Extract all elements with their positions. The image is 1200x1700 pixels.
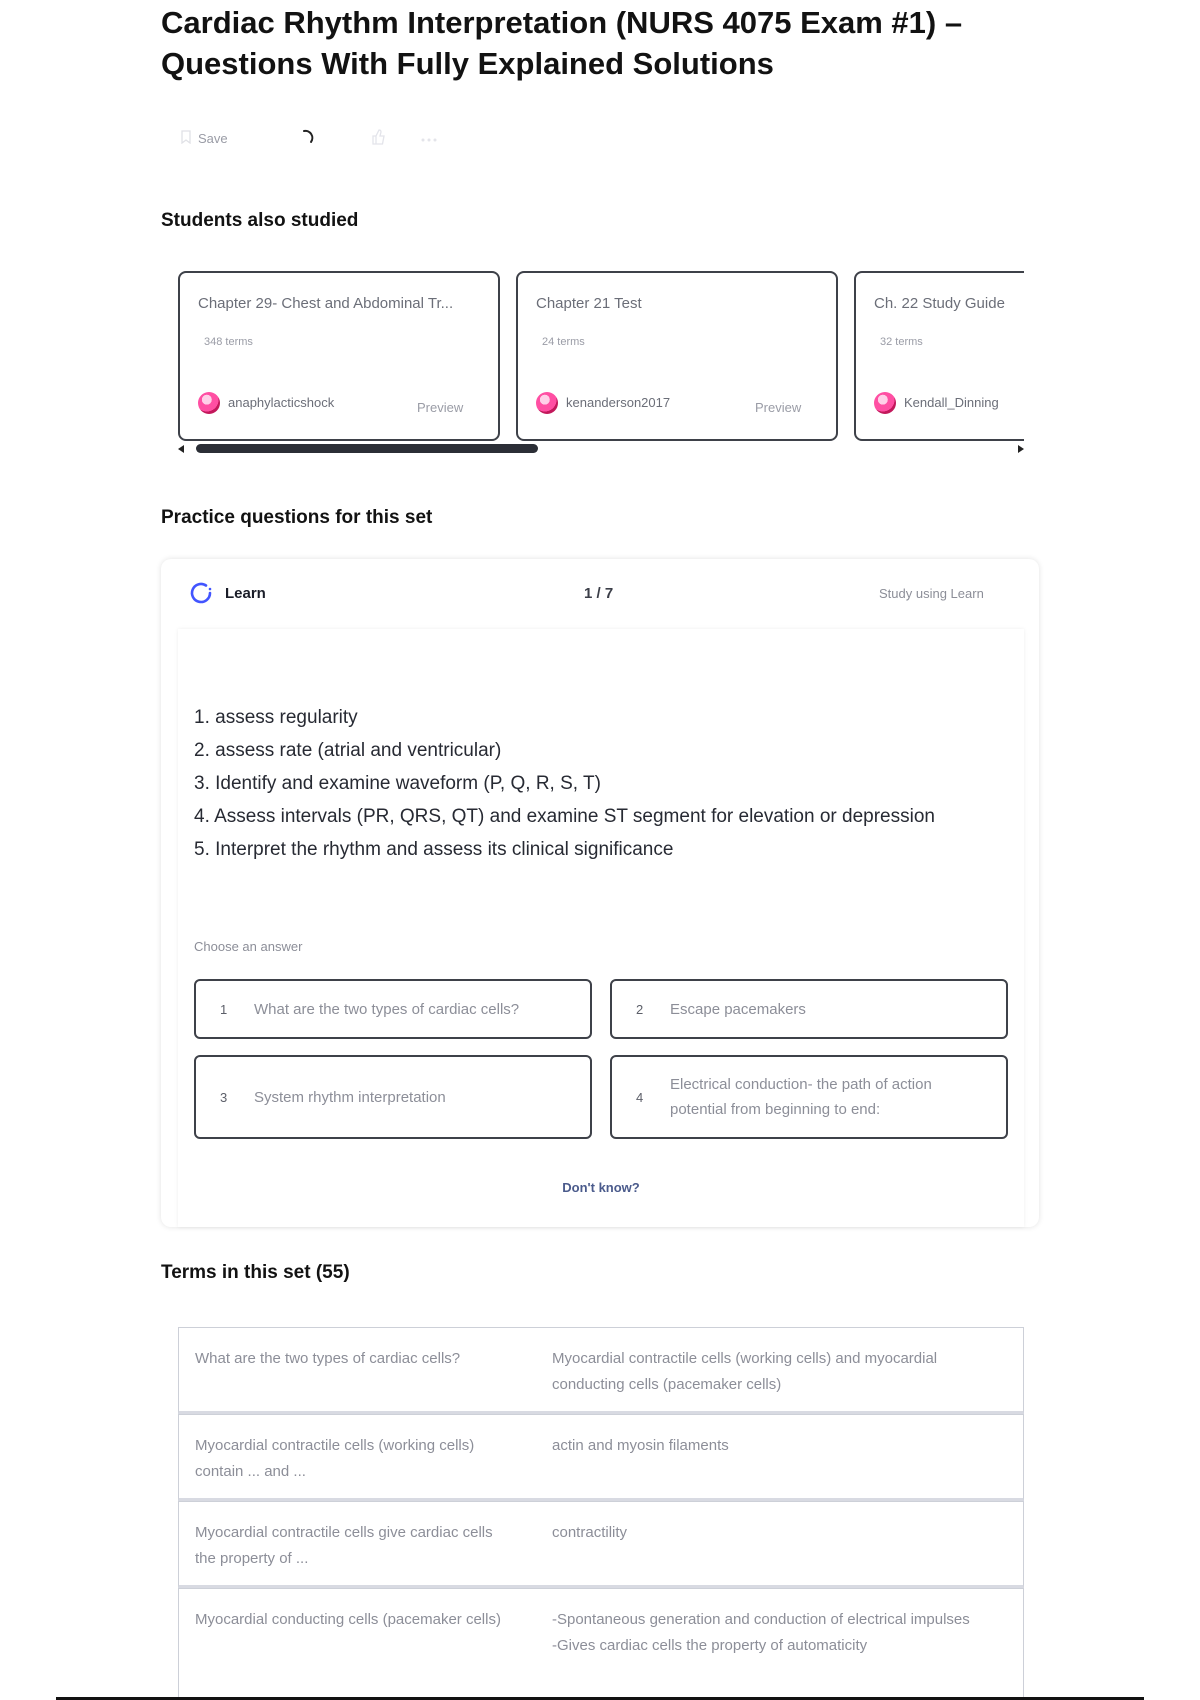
term-definition: -Spontaneous generation and conduction of electrical impulses -Gives cardiac cells the property of automaticity: [552, 1611, 970, 1654]
answer-text: What are the two types of cardiac cells?: [254, 1000, 520, 1018]
scroll-right-arrow-icon[interactable]: [1018, 445, 1024, 453]
study-set-title: Ch. 22 Study Guide: [874, 295, 1005, 312]
study-using-learn-link[interactable]: Study using Learn: [879, 586, 984, 601]
term-definition: contractility: [552, 1524, 628, 1541]
term-text: What are the two types of cardiac cells?: [195, 1350, 461, 1367]
like-button[interactable]: [370, 128, 420, 149]
terms-list: [178, 1327, 1024, 1700]
thumbs-up-icon: [370, 128, 386, 149]
save-label: Save: [198, 130, 228, 146]
preview-button[interactable]: Preview: [755, 400, 802, 415]
scroll-left-arrow-icon[interactable]: [178, 445, 184, 453]
learn-icon: [189, 581, 213, 605]
term-text: Myocardial contractile cells (working cells) contain ... and ...: [195, 1437, 475, 1480]
answer-number: 3: [220, 1089, 228, 1105]
answer-number: 1: [220, 1001, 228, 1017]
study-set-card[interactable]: [854, 271, 1024, 441]
loading-spinner-icon: [300, 128, 316, 149]
study-set-term-count: 348 terms: [204, 336, 253, 348]
study-set-author: kenanderson2017: [566, 395, 671, 410]
scrollbar-thumb[interactable]: [196, 444, 538, 453]
term-definition: actin and myosin filaments: [552, 1437, 729, 1454]
question-line: 4. Assess intervals (PR, QRS, QT) and examine ST segment for elevation or depression: [194, 806, 935, 827]
dont-know-button[interactable]: Don't know?: [562, 1180, 640, 1195]
term-text: Myocardial contractile cells give cardiac cells the property of ...: [195, 1524, 493, 1567]
question-line: 1. assess regularity: [194, 707, 358, 728]
study-set-term-count: 24 terms: [542, 336, 585, 348]
answer-text: Electrical conduction- the path of action potential from beginning to end:: [670, 1076, 932, 1118]
page-title: Cardiac Rhythm Interpretation (NURS 4075 Exam #1) – Questions With Fully Explained Solutions: [161, 5, 963, 81]
answer-number: 4: [636, 1089, 644, 1105]
avatar: [874, 392, 896, 414]
learn-mode-label: Learn: [225, 585, 266, 602]
study-set-title: Chapter 21 Test: [536, 295, 642, 312]
terms-heading: Terms in this set (55): [161, 1262, 350, 1283]
answer-option-4[interactable]: [610, 1055, 1008, 1139]
answer-option-2[interactable]: [610, 979, 1008, 1039]
avatar: [536, 392, 558, 414]
students-also-studied-heading: Students also studied: [161, 210, 359, 231]
question-progress: 1 / 7: [584, 585, 614, 602]
bookmark-icon: [180, 130, 192, 147]
term-row: [178, 1501, 1024, 1588]
more-options-button[interactable]: [420, 131, 460, 146]
preview-button[interactable]: Preview: [417, 400, 464, 415]
learn-header: [161, 559, 1039, 629]
answer-text: System rhythm interpretation: [254, 1088, 446, 1106]
save-button[interactable]: [180, 130, 300, 147]
term-row: [178, 1327, 1024, 1414]
question-line: 3. Identify and examine waveform (P, Q, R, S, T): [194, 773, 601, 794]
study-set-author: Kendall_Dinning: [904, 395, 999, 410]
term-definition: Myocardial contractile cells (working cells) and myocardial conducting cells (pacemaker cells): [552, 1350, 938, 1393]
term-row: [178, 1414, 1024, 1501]
question-card: [178, 629, 1024, 1227]
toolbar: [180, 124, 460, 152]
term-row: [178, 1588, 1024, 1700]
study-set-card[interactable]: [178, 271, 500, 441]
practice-questions-heading: Practice questions for this set: [161, 507, 433, 528]
answer-number: 2: [636, 1001, 644, 1017]
study-set-term-count: 32 terms: [880, 336, 923, 348]
choose-answer-label: Choose an answer: [194, 939, 303, 954]
answer-option-1[interactable]: [194, 979, 592, 1039]
question-line: 2. assess rate (atrial and ventricular): [194, 740, 502, 761]
avatar: [198, 392, 220, 414]
more-icon: [420, 131, 438, 146]
term-text: Myocardial conducting cells (pacemaker cells): [195, 1611, 501, 1628]
study-set-title: Chapter 29- Chest and Abdominal Tr...: [198, 295, 454, 312]
answer-text: Escape pacemakers: [670, 1000, 806, 1018]
study-set-author: anaphylacticshock: [228, 395, 335, 410]
loading-button[interactable]: [300, 128, 370, 149]
answer-option-3[interactable]: [194, 1055, 592, 1139]
carousel-scrollbar[interactable]: [178, 444, 1024, 454]
study-set-carousel: [178, 271, 1024, 441]
question-text: [194, 701, 994, 866]
learn-panel: [161, 559, 1039, 1227]
study-set-card[interactable]: [516, 271, 838, 441]
question-line: 5. Interpret the rhythm and assess its clinical significance: [194, 839, 674, 860]
